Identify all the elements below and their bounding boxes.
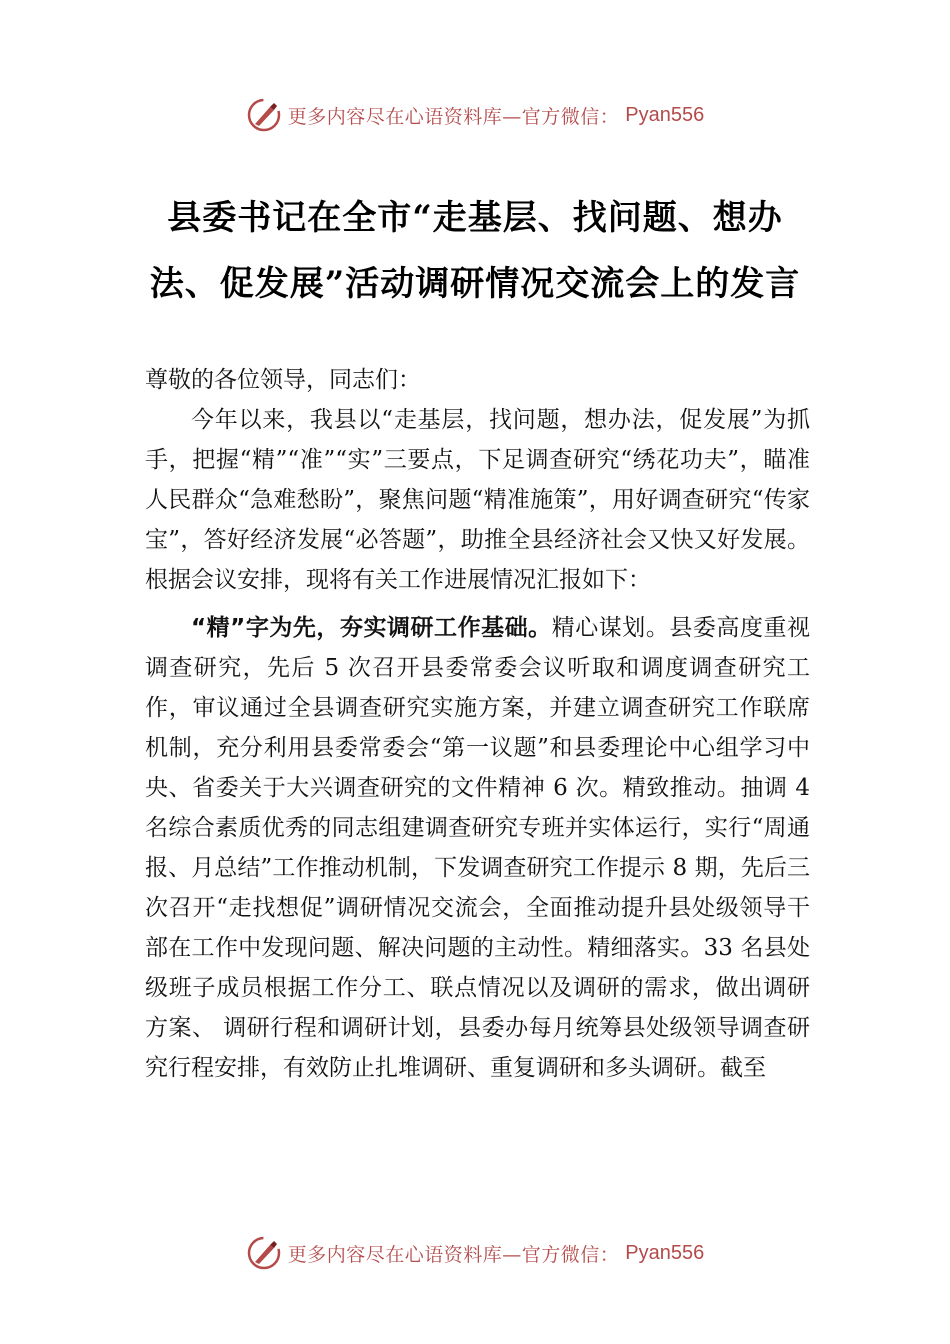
document-title [145, 185, 805, 317]
section-1-paragraph [145, 608, 810, 1088]
watermark-text: 更多内容尽在心语资料库—官方微信： [287, 1243, 620, 1266]
section-1-heading: “精”字为先，夯实调研工作基础。 [191, 615, 552, 641]
watermark-header [0, 95, 950, 135]
salutation: 尊敬的各位领导，同志们： [145, 367, 421, 393]
pen-logo-icon [246, 97, 282, 133]
watermark-footer [0, 1233, 950, 1273]
watermark-text: 更多内容尽在心语资料库—官方微信： [287, 105, 620, 128]
pen-logo-icon [246, 1235, 282, 1271]
watermark-wechat-id: Pyan556 [625, 103, 705, 126]
document-body [145, 360, 810, 1088]
section-1-body: 精心谋划。县委高度重视调查研究，先后 5 次召开县委常委会议听取和调度调查研究工作，审议通过全县调查研究实施方案，并建立调查研究工作联席机制，充分利用县委常委会“第一议题”和县委理论中心组学习中央、省委关于大兴调查研究的文件精神 6 次。精致推动。抽调 4 名综合素质优秀的同志组建调查研究专班并实体运行，实行“周通报、月总结”工作推动机制，下发调查研究工作提示 8 期，先后三次召开“走找想促”调研情况交流会，全面推动提升县处级领导干部在工作中发现问题、解决问题的主动性。精细落实。33 名县处级班子成员根据工作分工、联点情况以及调研的需求，做出调研方案、 调研行程和调研计划，县委办每月统筹县处级领导调查研究行程安排，有效防止扎堆调研、重复调研和多头调研。截至 [145, 615, 811, 1081]
title-line-2: 法、促发展”活动调研情况交流会上的发言 [149, 264, 801, 304]
intro-paragraph: 今年以来，我县以“走基层，找问题，想办法，促发展”为抓手，把握“精”“准”“实”三要点，下足调查研究“绣花功夫”，瞄准人民群众“急难愁盼”，聚焦问题“精准施策”，用好调查研究“传家宝”，答好经济发展“必答题”，助推全县经济社会又快又好发展。根据会议安排，现将有关工作进展情况汇报如下： [145, 407, 810, 593]
watermark-wechat-id: Pyan556 [625, 1241, 705, 1264]
title-line-1: 县委书记在全市“走基层、找问题、想办 [167, 198, 783, 238]
